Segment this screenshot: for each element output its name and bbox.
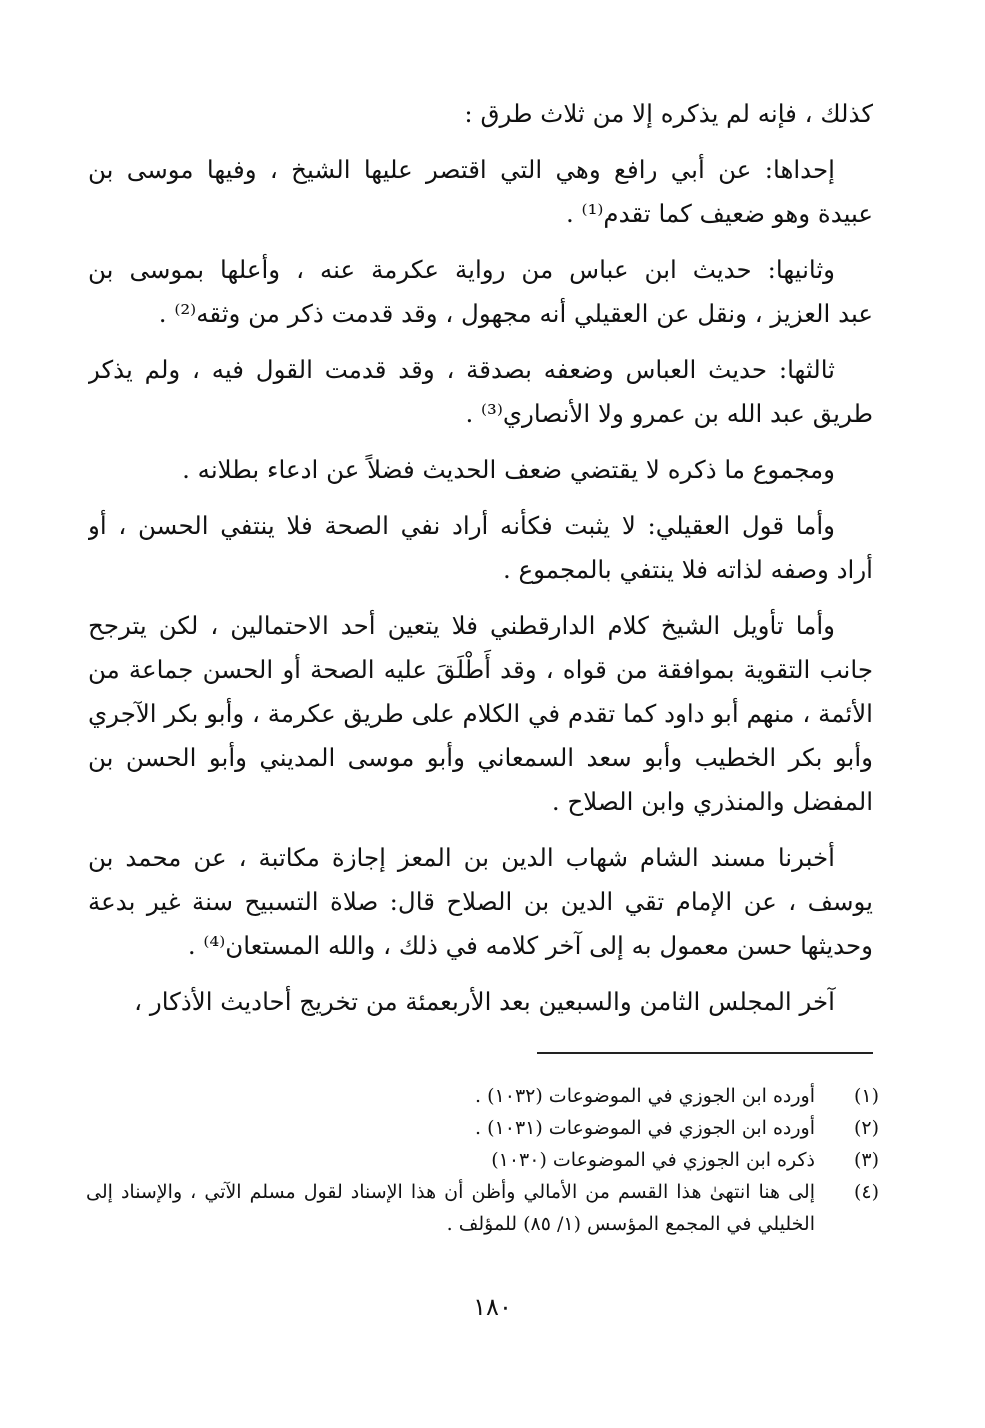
text-line: عبيدة وهو ضعيف كما تقدم⁽¹⁾ . <box>565 199 873 228</box>
text-line: وأما قول العقيلي: لا يثبت فكأنه أراد نفي الصحة فلا ينتفي الحسن ، أو <box>88 511 835 540</box>
paragraph <box>88 980 873 1024</box>
text-line: عبد العزيز ، ونقل عن العقيلي أنه مجهول ، وقد قدمت ذكر من وثقه⁽²⁾ . <box>158 299 873 328</box>
footnote-text: الخليلي في المجمع المؤسس (١/ ٨٥) للمؤلف . <box>446 1213 815 1235</box>
text-line: جانب التقوية بموافقة من قواه ، وقد أَطْلَقَ عليه الصحة أو الحسن جماعة من <box>88 655 873 684</box>
footnote <box>86 1176 879 1240</box>
footnote <box>86 1112 879 1144</box>
text-line: أراد وصفه لذاته فلا ينتفي بالمجموع . <box>502 555 873 584</box>
footnote-text: ذكره ابن الجوزي في الموضوعات (١٠٣٠) <box>491 1149 815 1171</box>
paragraph <box>88 348 873 436</box>
text-line: وأما تأويل الشيخ كلام الدارقطني فلا يتعين أحد الاحتمالين ، لكن يترجح <box>88 611 835 640</box>
paragraph <box>88 836 873 968</box>
text-line: طريق عبد الله بن عمرو ولا الأنصاري⁽³⁾ . <box>465 399 873 428</box>
text-line: ثالثها: حديث العباس وضعفه بصدقة ، وقد قدمت القول فيه ، ولم يذكر <box>88 355 835 384</box>
text-line: وثانيها: حديث ابن عباس من رواية عكرمة عنه ، وأعلها بموسى بن <box>88 255 835 284</box>
footnote <box>86 1080 879 1112</box>
text-line: وحديثها حسن معمول به إلى آخر كلامه في ذلك ، والله المستعان⁽⁴⁾ . <box>187 931 873 960</box>
footnote-number: (٤) <box>853 1181 879 1203</box>
footnote-text: أورده ابن الجوزي في الموضوعات (١٠٣١) . <box>475 1117 815 1139</box>
text-line: الأئمة ، منهم أبو داود كما تقدم في الكلام على طريق عكرمة ، وأبو بكر الآجري <box>88 699 873 728</box>
footnote-number: (١) <box>853 1085 879 1107</box>
text-line: أخبرنا مسند الشام شهاب الدين بن المعز إجازة مكاتبة ، عن محمد بن <box>88 843 835 872</box>
paragraph <box>88 148 873 236</box>
footnote-divider <box>537 1052 873 1054</box>
main-text <box>88 92 873 1024</box>
paragraph <box>88 504 873 592</box>
text-line: كذلك ، فإنه لم يذكره إلا من ثلاث طرق : <box>464 99 873 128</box>
text-line: يوسف ، عن الإمام تقي الدين بن الصلاح قال: صلاة التسبيح سنة غير بدعة <box>88 887 873 916</box>
paragraph <box>88 92 873 136</box>
footnote-number: (٣) <box>853 1149 879 1171</box>
paragraph <box>88 448 873 492</box>
footnote <box>86 1144 879 1176</box>
text-line: آخر المجلس الثامن والسبعين بعد الأربعمئة من تخريج أحاديث الأذكار ، <box>134 987 835 1016</box>
paragraph <box>88 248 873 336</box>
paragraph <box>88 604 873 824</box>
text-line: ومجموع ما ذكره لا يقتضي ضعف الحديث فضلاً عن ادعاء بطلانه . <box>182 455 835 484</box>
footnote-text: إلى هنا انتهىٰ هذا القسم من الأمالي وأظن أن هذا الإسناد لقول مسلم الآتي ، والإسناد إلى <box>86 1181 815 1203</box>
footnotes <box>86 1080 879 1240</box>
page-number: ١٨٠ <box>473 1293 512 1321</box>
text-line: إحداها: عن أبي رافع وهي التي اقتصر عليها الشيخ ، وفيها موسى بن <box>88 155 835 184</box>
footnote-text: أورده ابن الجوزي في الموضوعات (١٠٣٢) . <box>475 1085 815 1107</box>
text-line: وأبو بكر الخطيب وأبو سعد السمعاني وأبو موسى المديني وأبو الحسن بن <box>88 743 873 772</box>
footnote-number: (٢) <box>853 1117 879 1139</box>
text-line: المفضل والمنذري وابن الصلاح . <box>551 787 873 816</box>
